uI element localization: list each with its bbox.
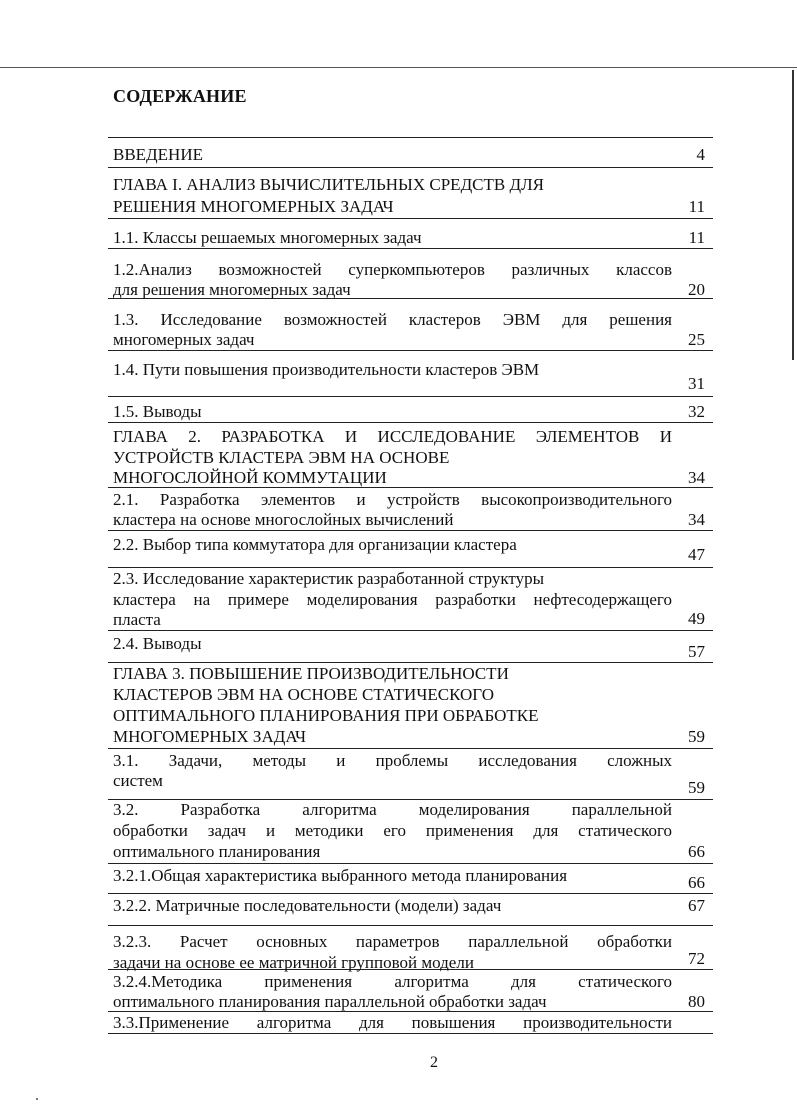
- divider-rule: [108, 137, 713, 138]
- page-title: СОДЕРЖАНИЕ: [113, 86, 247, 106]
- toc-page-number: 20: [688, 280, 705, 299]
- toc-entry-text: обработки задач и методики его применения для статического: [113, 821, 672, 840]
- toc-page-number: 32: [688, 402, 705, 421]
- toc-page-number: 57: [688, 642, 705, 661]
- toc-page-number: 66: [688, 842, 705, 861]
- divider-rule: [108, 863, 713, 864]
- toc-page-number: 4: [696, 145, 705, 164]
- toc-page-number: 59: [688, 778, 705, 797]
- divider-rule: [108, 630, 713, 631]
- toc-entry-text: УСТРОЙСТВ КЛАСТЕРА ЭВМ НА ОСНОВЕ: [113, 447, 450, 467]
- toc-entry-text: МНОГОСЛОЙНОЙ КОММУТАЦИИ: [113, 468, 387, 487]
- divider-rule: [108, 396, 713, 397]
- divider-rule: [108, 662, 713, 663]
- toc-page-number: 47: [688, 545, 705, 564]
- toc-entry-text: КЛАСТЕРОВ ЭВМ НА ОСНОВЕ СТАТИЧЕСКОГО: [113, 685, 494, 704]
- toc-page-number: 25: [688, 330, 705, 349]
- toc-entry-text: кластера на примере моделирования разработки нефтесодержащего: [113, 589, 672, 609]
- divider-rule: [108, 350, 713, 351]
- toc-entry-text: ВВЕДЕНИЕ: [113, 145, 203, 164]
- divider-rule: [108, 893, 713, 894]
- divider-rule: [108, 248, 713, 249]
- toc-entry-text: 2.4. Выводы: [113, 634, 202, 653]
- toc-page-number: 11: [688, 228, 705, 247]
- toc-page-number: 67: [688, 896, 705, 915]
- toc-entry-text: 1.2.Анализ возможностей суперкомпьютеров различных классов: [113, 260, 672, 279]
- toc-page-number: 49: [688, 609, 705, 628]
- page-number: 2: [430, 1054, 438, 1071]
- toc-entry-text: кластера на основе многослойных вычислений: [113, 510, 454, 529]
- toc-entry-text: 3.1. Задачи, методы и проблемы исследования сложных: [113, 751, 672, 770]
- toc-entry-text: 3.3.Применение алгоритма для повышения производительности: [113, 1013, 672, 1032]
- toc-entry-text: 3.2.1.Общая характеристика выбранного метода планирования: [113, 866, 568, 885]
- toc-entry-text: оптимального планирования параллельной обработки задач: [113, 992, 547, 1011]
- toc-entry-text: 2.2. Выбор типа коммутатора для организации кластера: [113, 535, 517, 554]
- scan-edge-line: [0, 67, 797, 68]
- toc-entry-text: ГЛАВА I. АНАЛИЗ ВЫЧИСЛИТЕЛЬНЫХ СРЕДСТВ ДЛЯ: [113, 175, 544, 194]
- toc-page-number: 34: [688, 510, 705, 529]
- toc-entry-text: ГЛАВА 2. РАЗРАБОТКА И ИССЛЕДОВАНИЕ ЭЛЕМЕНТОВ И: [113, 427, 672, 446]
- toc-entry-text: 2.3. Исследование характеристик разработанной структуры: [113, 569, 545, 588]
- toc-page-number: 80: [688, 992, 705, 1011]
- toc-entry-text: РЕШЕНИЯ МНОГОМЕРНЫХ ЗАДАЧ: [113, 197, 394, 216]
- toc-entry-text: 3.2.2. Матричные последовательности (модели) задач: [113, 896, 502, 915]
- divider-rule: [108, 218, 713, 219]
- toc-entry-text: 2.1. Разработка элементов и устройств высокопроизводительного: [113, 490, 672, 509]
- divider-rule: [108, 167, 713, 168]
- toc-entry-text: 3.2.4.Методика применения алгоритма для статического: [113, 972, 672, 991]
- scan-edge-vertical: [792, 70, 794, 360]
- toc-page-number: 59: [688, 727, 705, 746]
- toc-entry-text: 3.2. Разработка алгоритма моделирования параллельной: [113, 800, 672, 819]
- toc-page-number: 66: [688, 873, 705, 892]
- scan-speck: [36, 1098, 38, 1100]
- toc-entry-text: ГЛАВА 3. ПОВЫШЕНИЕ ПРОИЗВОДИТЕЛЬНОСТИ: [113, 664, 509, 683]
- toc-entry-text: МНОГОМЕРНЫХ ЗАДАЧ: [113, 727, 307, 746]
- toc-entry-text: 1.1. Классы решаемых многомерных задач: [113, 228, 422, 247]
- toc-page-number: 31: [688, 374, 705, 393]
- toc-entry-text: оптимального планирования: [113, 842, 321, 861]
- toc-entry-text: для решения многомерных задач: [113, 280, 351, 299]
- divider-rule: [108, 925, 713, 926]
- divider-rule: [108, 1033, 713, 1034]
- divider-rule: [108, 422, 713, 423]
- toc-entry-text: 1.3. Исследование возможностей кластеров ЭВМ для решения: [113, 310, 672, 329]
- toc-entry-text: ОПТИМАЛЬНОГО ПЛАНИРОВАНИЯ ПРИ ОБРАБОТКЕ: [113, 706, 539, 725]
- divider-rule: [108, 530, 713, 531]
- toc-entry-text: 3.2.3. Расчет основных параметров параллельной обработки: [113, 932, 672, 951]
- toc-page-number: 34: [688, 468, 705, 487]
- toc-entry-text: пласта: [113, 610, 161, 629]
- toc-entry-text: 1.4. Пути повышения производительности кластеров ЭВМ: [113, 360, 540, 379]
- toc-page-number: 11: [688, 197, 705, 216]
- toc-entry-text: задачи на основе ее матричной групповой модели: [113, 952, 474, 972]
- toc-entry-text: многомерных задач: [113, 330, 255, 349]
- divider-rule: [108, 567, 713, 568]
- toc-entry-text: 1.5. Выводы: [113, 402, 202, 421]
- divider-rule: [108, 748, 713, 749]
- toc-entry-text: систем: [113, 771, 163, 790]
- toc-page-number: 72: [688, 949, 705, 968]
